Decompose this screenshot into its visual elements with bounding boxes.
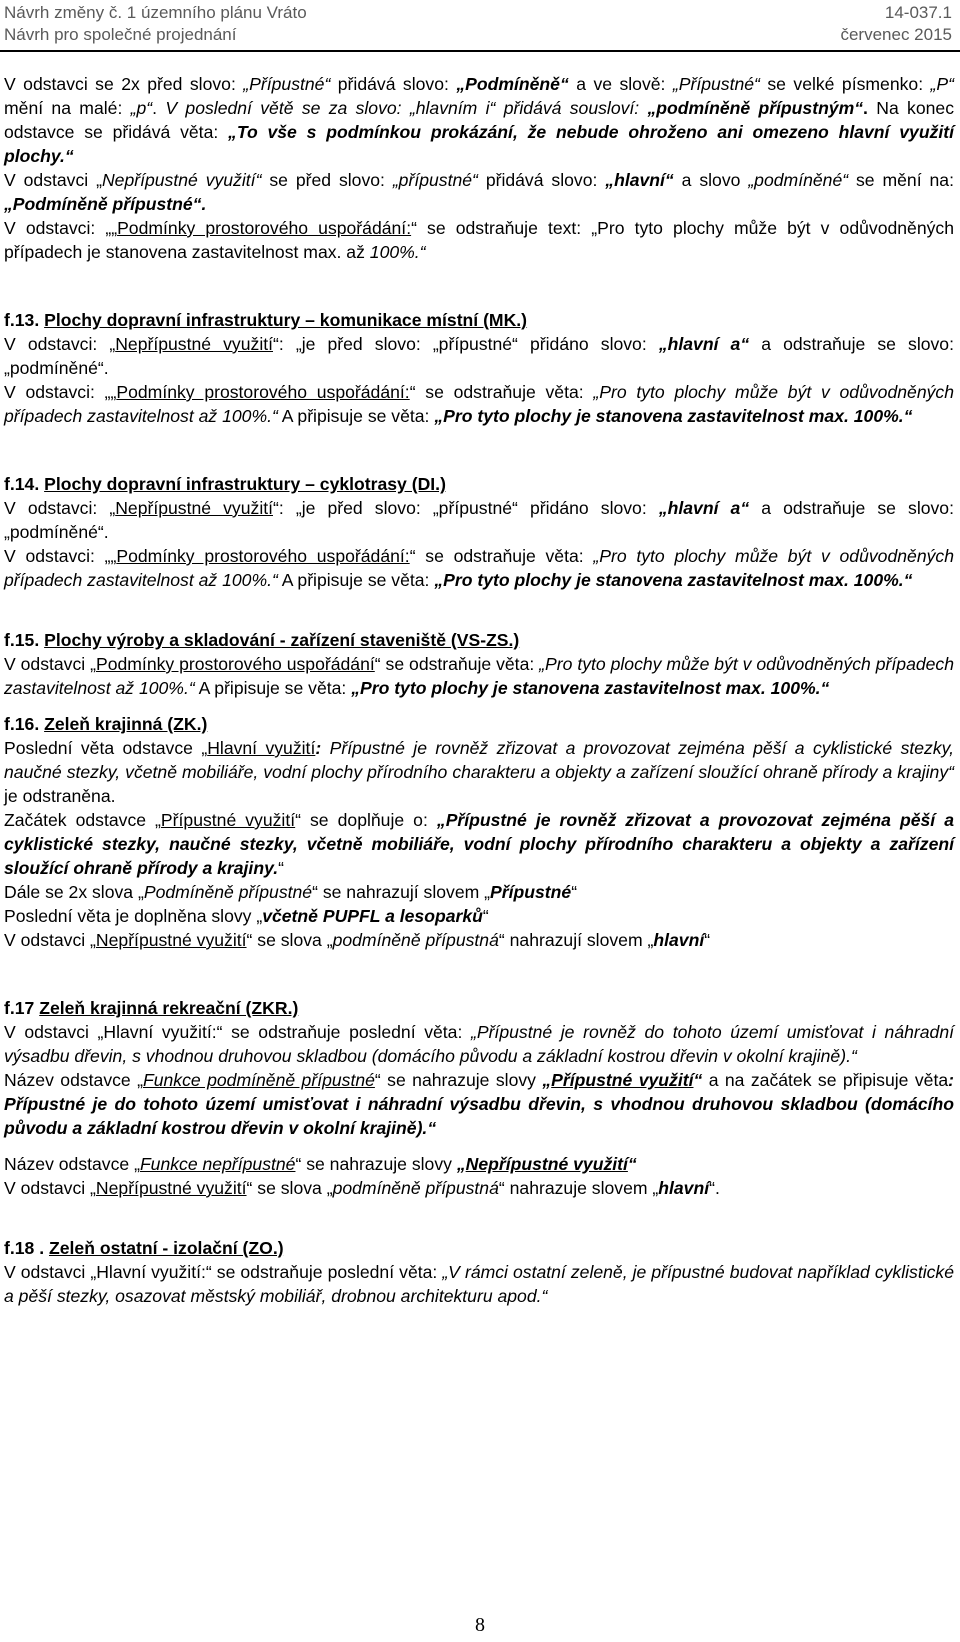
paragraph: V odstavci se 2x před slovo: „Přípustné“ přidává slovo: „Podmíněně“ a ve slově: „Přípustné“ se velké písmenko: „P“ mění na malé: „p“. V poslední větě se za slovo: „hlavním i“ přidává sousloví: „podmíněně přípustným“. Na konec odstavce se přidává věta: „To vše s podmínkou prokázání, že nebude ohroženo ani omezeno hlavní využití plochy.“ (4, 74, 954, 166)
header-row-2 (4, 24, 952, 46)
section-heading: f.15. Plochy výroby a skladování - zařízení staveniště (VS-ZS.) (4, 630, 520, 650)
paragraph: V odstavci „Hlavní využití:“ se odstraňuje poslední věta: „Přípustné je rovněž do tohoto území umisťovat i náhradní výsadbu dřevin, s vhodnou druhovou skladbou (domácího původu a základní kostrou dřevin v okolní krajině).“ (4, 1022, 954, 1066)
section-heading: f.14. Plochy dopravní infrastruktury – cyklotrasy (DI.) (4, 474, 446, 494)
page-number: 8 (475, 1614, 485, 1636)
paragraph: Název odstavce „Funkce nepřípustné“ se nahrazuje slovy „Nepřípustné využití“ (4, 1154, 637, 1174)
paragraph: Začátek odstavce „Přípustné využití“ se doplňuje o: „Přípustné je rovněž zřizovat a provozovat zejména pěší a cyklistické stezky, naučné stezky, včetně mobiliáře, vodní plochy přírodního charakteru a objekty a zařízení sloužící ohraně přírody a krajiny.“ (4, 810, 954, 878)
document-date: červenec 2015 (840, 25, 952, 44)
section-heading: f.13. Plochy dopravní infrastruktury – komunikace místní (MK.) (4, 310, 528, 330)
paragraph: V odstavci „Podmínky prostorového uspořádání“ se odstraňuje věta: „Pro tyto plochy může být v odůvodněných případech zastavitelnost až 100%.“ A připisuje se věta: „Pro tyto plochy je stanovena zastavitelnost max. 100%.“ (4, 654, 955, 698)
paragraph: Poslední věta je doplněna slovy „včetně PUPFL a lesoparků“ (4, 906, 489, 926)
paragraph: V odstavci: „„Podmínky prostorového uspořádání:“ se odstraňuje text: „Pro tyto plochy může být v odůvodněných případech je stanovena zastavitelnost max. až 100%.“ (4, 218, 954, 262)
paragraph: V odstavci „Nepřípustné využití“ se slova „podmíněně přípustná“ nahrazuje slovem „hlavní“. (4, 1178, 720, 1198)
section-heading: f.17 Zeleň krajinná rekreační (ZKR.) (4, 998, 299, 1018)
paragraph: Poslední věta odstavce „Hlavní využití: Přípustné je rovněž zřizovat a provozovat zejména pěší a cyklistické stezky, naučné stezky, včetně mobiliáře, vodní plochy přírodního charakteru a objekty a zařízení sloužící ohraně přírody a krajiny“ je odstraněna. (4, 738, 955, 806)
paragraph: V odstavci: „„Podmínky prostorového uspořádání:“ se odstraňuje věta: „Pro tyto plochy může být v odůvodněných případech zastavitelnost až 100%.“ A připisuje se věta: „Pro tyto plochy je stanovena zastavitelnost max. 100%.“ (4, 382, 954, 426)
paragraph: V odstavci: „„Podmínky prostorového uspořádání:“ se odstraňuje věta: „Pro tyto plochy může být v odůvodněných případech zastavitelnost až 100%.“ A připisuje se věta: „Pro tyto plochy je stanovena zastavitelnost max. 100%.“ (4, 546, 954, 590)
paragraph: V odstavci: „Nepřípustné využití“: „je před slovo: „přípustné“ přidáno slovo: „hlavní a“ a odstraňuje se slovo: „podmíněné“. (4, 498, 954, 542)
paragraph: V odstavci: „Nepřípustné využití“: „je před slovo: „přípustné“ přidáno slovo: „hlavní a“ a odstraňuje se slovo: „podmíněné“. (4, 334, 954, 378)
page-header (0, 0, 960, 56)
document-body (4, 72, 954, 1308)
document-title: Návrh změny č. 1 územního plánu Vráto (4, 3, 307, 22)
document-number: 14-037.1 (884, 3, 952, 22)
document-subtitle: Návrh pro společné projednání (4, 25, 237, 44)
header-divider (0, 50, 960, 52)
paragraph: Dále se 2x slova „Podmíněně přípustné“ se nahrazují slovem „Přípustné“ (4, 882, 578, 902)
paragraph: V odstavci „Hlavní využití:“ se odstraňuje poslední věta: „V rámci ostatní zeleně, je přípustné budovat například cyklistické a pěší stezky, osazovat městský mobiliář, drobnou architekturu apod.“ (4, 1262, 954, 1306)
section-heading: f.16. Zeleň krajinná (ZK.) (4, 714, 208, 734)
section-heading: f.18 . Zeleň ostatní - izolační (ZO.) (4, 1238, 284, 1258)
header-row-1 (4, 2, 952, 24)
paragraph: Název odstavce „Funkce podmíněně přípustné“ se nahrazuje slovy „Přípustné využití“ a na začátek se připisuje věta: Přípustné je do tohoto území umisťovat i náhradní výsadbu dřevin, s vhodnou druhovou skladbou (domácího původu a základní kostrou dřevin v okolní krajině).“ (4, 1070, 954, 1138)
paragraph: V odstavci „Nepřípustné využití“ se před slovo: „přípustné“ přidává slovo: „hlavní“ a slovo „podmíněné“ se mění na: „Podmíněně přípustné“. (4, 170, 954, 214)
paragraph: V odstavci „Nepřípustné využití“ se slova „podmíněně přípustná“ nahrazují slovem „hlavní“ (4, 930, 711, 950)
